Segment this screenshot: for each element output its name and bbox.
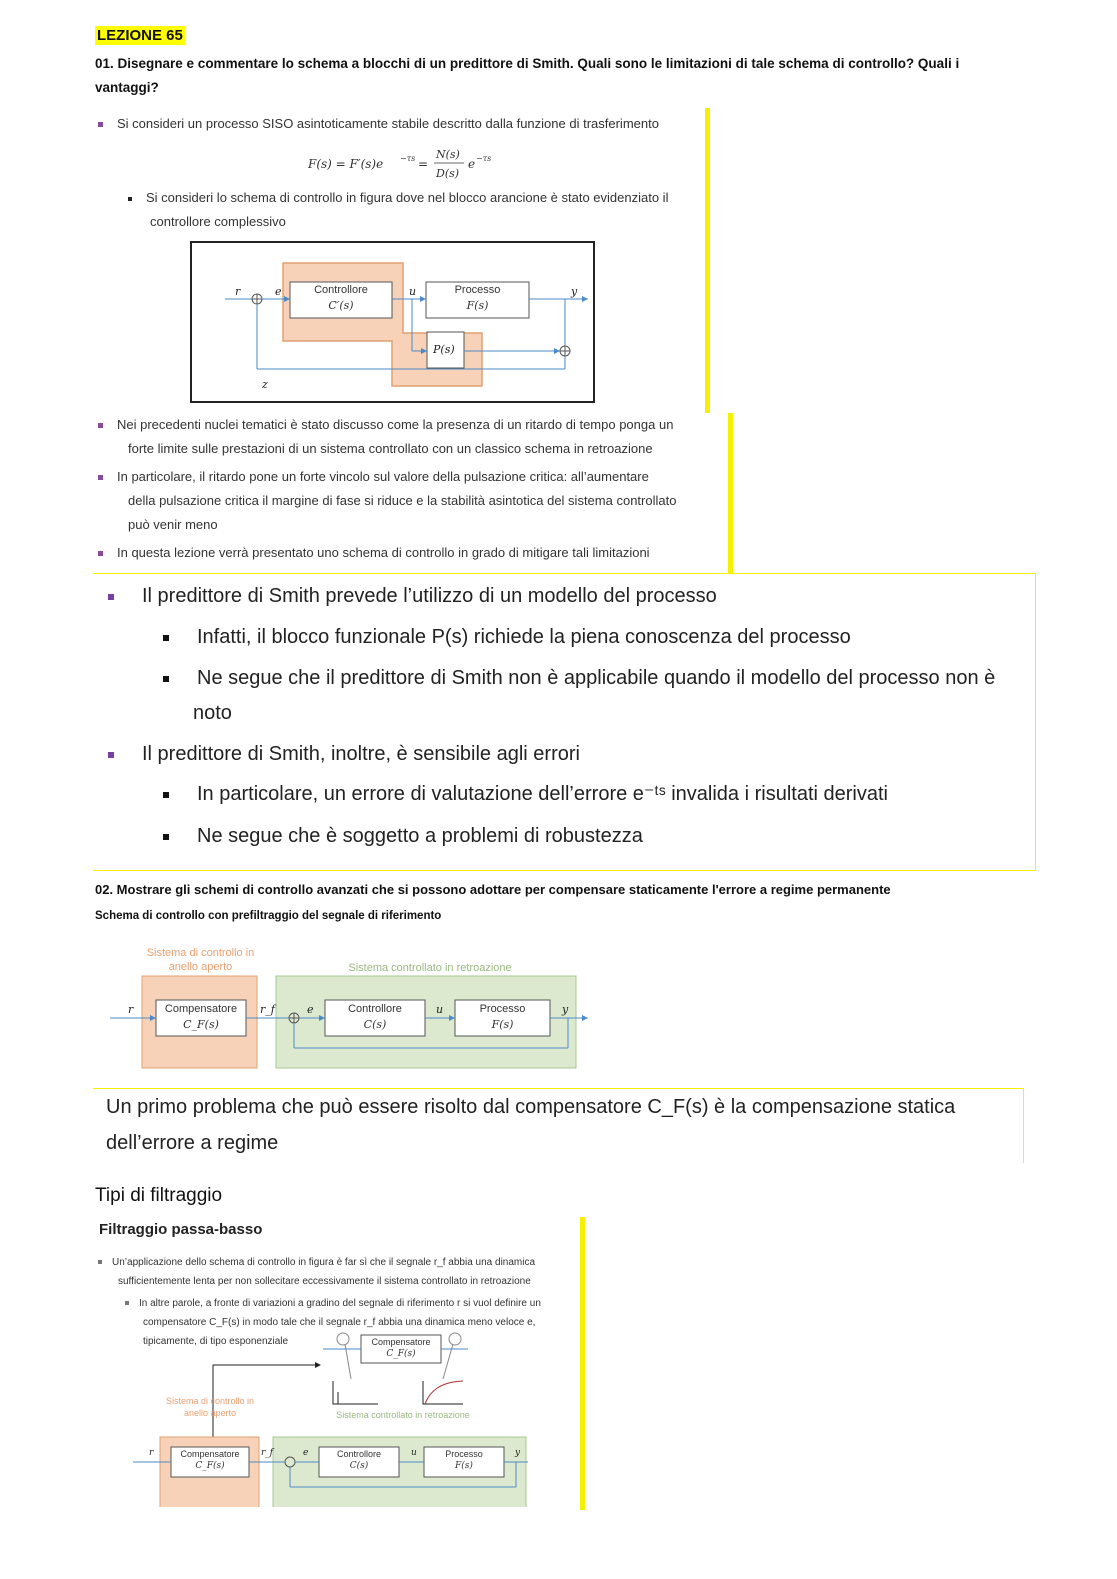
bullet-icon (98, 122, 103, 127)
slide4-b1-line2: sufficientemente lenta per non sollecitare eccessivamente il sistema controllato in retroazione (118, 1276, 531, 1287)
signal-e: e (303, 1448, 309, 1458)
slide4-title: Filtraggio passa-basso (99, 1221, 263, 1238)
section-title: Tipi di filtraggio (95, 1185, 223, 1206)
signal-u: u (411, 1448, 417, 1458)
smith-predictor-diagram (190, 241, 600, 406)
slide1-bullet1: Si consideri un processo SISO asintoticamente stabile descritto dalla funzione di trasferimento (117, 116, 659, 131)
slide1-sub1-line2: controllore complessivo (150, 214, 286, 229)
bullet-icon (163, 834, 169, 840)
bullet-icon (163, 635, 169, 641)
signal-y: y (562, 1003, 569, 1016)
open-loop-label: Sistema di controllo in anello aperto (146, 947, 255, 973)
process-tf: F(s) (491, 1018, 514, 1031)
slide-smith-limitations (93, 573, 1036, 871)
slide2-b2-line3: può venir meno (128, 517, 218, 532)
slide4-b2-line3: tipicamente, di tipo esponenziale (143, 1336, 289, 1347)
controller-tf: C′(s) (328, 299, 354, 312)
bullet-icon (108, 752, 114, 758)
svg-text:=: = (418, 157, 429, 171)
question-2-subtitle: Schema di controllo con prefiltraggio del segnale di riferimento (95, 910, 442, 922)
slide3-line1: Il predittore di Smith prevede l’utilizzo di un modello del processo (142, 585, 717, 607)
slide2-b1-line1: Nei precedenti nuclei tematici è stato discusso come la presenza di un ritardo di tempo ponga un (117, 417, 674, 432)
controller-label: Controllore (348, 1003, 402, 1015)
signal-r: r (128, 1003, 134, 1016)
slide2-b2-line2: della pulsazione critica il margine di fase si riduce e la stabilità asintotica del sistema controllato (128, 493, 677, 508)
slide-smith-intro (93, 108, 708, 413)
svg-text:−τs: −τs (400, 154, 416, 163)
slide2-b3: In questa lezione verrà presentato uno schema di controllo in grado di mitigare tali limitazioni (117, 545, 650, 560)
signal-y: y (515, 1448, 521, 1458)
predictor-label: P(s) (433, 343, 455, 356)
compensator-tf: C_F(s) (195, 1461, 225, 1471)
svg-text:−τs: −τs (476, 154, 492, 163)
controller-tf: C(s) (349, 1461, 369, 1471)
slide3-line6: Ne segue che è soggetto a problemi di robustezza (197, 825, 643, 847)
signal-rf: r_f (261, 1448, 274, 1458)
process-label: Processo (479, 1003, 526, 1015)
process-label: Processo (454, 284, 501, 296)
slide3-line3a: Ne segue che il predittore di Smith non è applicabile quando il modello del processo non è (197, 667, 996, 689)
question-1-line2: vantaggi? (95, 80, 159, 95)
bullet-icon (163, 792, 169, 798)
slide2-b2-line1: In particolare, il ritardo pone un forte vincolo sul valore della pulsazione critica: all’aumentare (117, 469, 649, 484)
prefilter-diagram (110, 940, 600, 1075)
closed-loop-label: Sistema controllato in retroazione (348, 962, 512, 974)
slide3-line5: In particolare, un errore di valutazione dell’errore e⁻ᵗˢ invalida i risultati derivati (197, 783, 888, 805)
slide1-sub1-line1: Si consideri lo schema di controllo in figura dove nel blocco arancione è stato evidenziato il (146, 190, 669, 205)
signal-e: e (307, 1003, 314, 1016)
svg-text:F(s) = F′(s)e: F(s) = F′(s)e (308, 157, 384, 171)
process-label: Processo (445, 1449, 483, 1459)
slide2-b1-line2: forte limite sulle prestazioni di un sistema controllato con un classico schema in retroazione (128, 441, 653, 456)
compensator-label: Compensatore (164, 1003, 238, 1015)
transfer-function-formula (308, 144, 588, 187)
signal-u: u (409, 285, 417, 298)
bullet-icon (128, 197, 132, 201)
controller-tf: C(s) (363, 1018, 387, 1031)
closed-loop-label: Sistema controllato in retroazione (336, 1410, 470, 1420)
signal-rf: r_f (260, 1003, 275, 1016)
slide-delay-limitations (93, 413, 733, 573)
bullet-icon (163, 676, 169, 682)
signal-z: z (262, 378, 268, 391)
signal-u: u (436, 1003, 444, 1016)
signal-r: r (235, 285, 241, 298)
slide3-line3b: noto (193, 702, 232, 724)
slide-low-pass (93, 1217, 585, 1510)
question-1-line1: 01. Disegnare e commentare lo schema a blocchi di un predittore di Smith. Quali sono le limitazioni di tale schema di controllo? Quali i (95, 56, 960, 71)
controller-label: Controllore (314, 284, 368, 296)
compensator-top-tf: C_F(s) (386, 1349, 416, 1359)
slide4-b2-line2: compensatore C_F(s) in modo tale che il segnale r_f abbia una dinamica meno veloce e, (143, 1317, 536, 1328)
callout-static-compensation (93, 1088, 1024, 1163)
callout-line2: dell’errore a regime (106, 1132, 279, 1154)
slide4-b2-line1: In altre parole, a fronte di variazioni a gradino del segnale di riferimento r si vuol definire un (139, 1298, 541, 1309)
compensator-label: Compensatore (180, 1449, 240, 1459)
compensator-tf: C_F(s) (183, 1018, 219, 1031)
question-2: 02. Mostrare gli schemi di controllo avanzati che si possono adottare per compensare staticamente l'errore a regime permanente (95, 882, 891, 897)
signal-e: e (275, 285, 282, 298)
bullet-icon (98, 551, 103, 556)
lesson-title: LEZIONE 65 (97, 27, 183, 44)
open-loop-label: Sistema di controllo in anello aperto (165, 1396, 255, 1418)
slide3-line2: Infatti, il blocco funzionale P(s) richiede la piena conoscenza del processo (197, 626, 851, 648)
signal-y: y (571, 285, 578, 298)
slide3-line4: Il predittore di Smith, inoltre, è sensibile agli errori (142, 743, 580, 765)
svg-text:e: e (468, 157, 476, 171)
controller-label: Controllore (336, 1449, 382, 1459)
signal-r: r (149, 1448, 154, 1458)
svg-text:D(s): D(s) (436, 167, 460, 180)
bullet-icon (98, 1260, 102, 1264)
process-tf: F(s) (466, 299, 489, 312)
formula-svg (308, 144, 588, 184)
svg-text:N(s): N(s) (436, 148, 460, 161)
slide4-b1-line1: Un’applicazione dello schema di controllo in figura è far sì che il segnale r_f abbia una dinamica (112, 1257, 536, 1268)
bullet-icon (98, 475, 103, 480)
callout-line1: Un primo problema che può essere risolto dal compensatore C_F(s) è la compensazione statica (106, 1096, 956, 1118)
bullet-icon (98, 423, 103, 428)
compensator-top-label: Compensatore (371, 1337, 431, 1347)
process-tf: F(s) (455, 1461, 473, 1471)
bullet-icon (125, 1301, 129, 1305)
bullet-icon (108, 594, 114, 600)
